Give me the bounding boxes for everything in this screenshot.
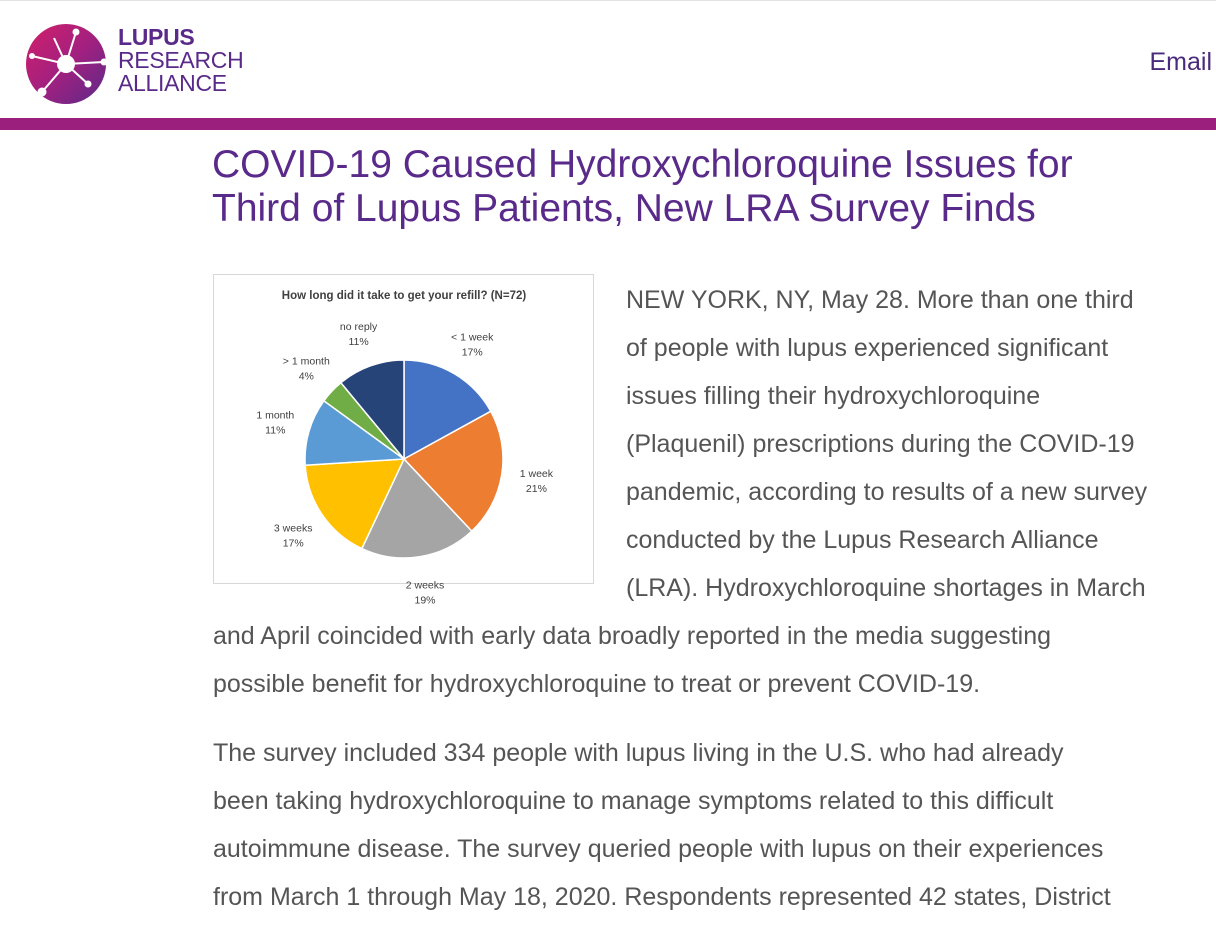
- paragraph-line: pandemic, according to results of a new survey: [626, 478, 1148, 506]
- paragraph-line: issues filling their hydroxychloroquine: [626, 382, 1041, 410]
- paragraph-line: of people with lupus experienced significant: [626, 334, 1109, 362]
- site-header: [0, 0, 1216, 118]
- pie-category-label: no reply: [339, 320, 378, 333]
- email-link[interactable]: Email: [1149, 48, 1212, 76]
- paragraph-line: The survey included 334 people with lupus living in the U.S. who had already: [213, 739, 1064, 767]
- article-paragraph-1-continued: [213, 612, 1203, 708]
- paragraph-line: possible benefit for hydroxychloroquine to treat or prevent COVID-19.: [213, 670, 981, 698]
- chart-title: How long did it take to get your refill? (N=72): [281, 290, 527, 302]
- pie-value-label: 4%: [298, 370, 314, 383]
- pie-value-label: 17%: [461, 346, 483, 359]
- title-line: Third of Lupus Patients, New LRA Survey Finds: [212, 187, 1036, 230]
- pie-category-label: < 1 week: [451, 331, 494, 344]
- article-paragraph-1: [626, 276, 1201, 612]
- pie-value-label: 19%: [414, 594, 436, 607]
- pie-value-label: 11%: [265, 424, 286, 437]
- pie-value-label: 17%: [282, 537, 304, 550]
- paragraph-line: and April coincided with early data broadly reported in the media suggesting: [213, 622, 1052, 650]
- logo-line-2: RESEARCH: [118, 47, 244, 73]
- pie-value-label: 11%: [348, 335, 369, 348]
- article-paragraph-2: [213, 729, 1203, 921]
- pie-category-label: 3 weeks: [273, 522, 313, 535]
- pie-category-label: 1 month: [256, 409, 295, 422]
- logo-line-1: LUPUS: [118, 24, 195, 50]
- pie-value-label: 21%: [525, 483, 547, 495]
- pie-category-label: 2 weeks: [405, 579, 445, 592]
- refill-pie-chart: [213, 274, 594, 607]
- paragraph-line: conducted by the Lupus Research Alliance: [626, 526, 1099, 554]
- paragraph-line: from March 1 through May 18, 2020. Respondents represented 42 states, District: [213, 883, 1111, 911]
- logo-wordmark: [118, 26, 243, 95]
- pie-chart-svg: [214, 275, 595, 607]
- paragraph-line: (LRA). Hydroxychloroquine shortages in March: [626, 574, 1146, 602]
- pie-category-label: 1 week: [519, 468, 554, 480]
- logo-line-3: ALLIANCE: [118, 70, 227, 96]
- molecule-logo-icon: [24, 20, 114, 110]
- paragraph-line: been taking hydroxychloroquine to manage symptoms related to this difficult: [213, 787, 1054, 815]
- paragraph-line: autoimmune disease. The survey queried people with lupus on their experiences: [213, 835, 1104, 863]
- header-accent-bar: [0, 118, 1216, 130]
- paragraph-line: NEW YORK, NY, May 28. More than one third: [626, 286, 1134, 314]
- article-title: [212, 143, 1202, 231]
- title-line: COVID-19 Caused Hydroxychloroquine Issues for: [212, 143, 1073, 186]
- lupus-research-alliance-logo[interactable]: [24, 20, 254, 110]
- pie-category-label: > 1 month: [282, 355, 330, 368]
- paragraph-line: (Plaquenil) prescriptions during the COVID-19: [626, 430, 1135, 458]
